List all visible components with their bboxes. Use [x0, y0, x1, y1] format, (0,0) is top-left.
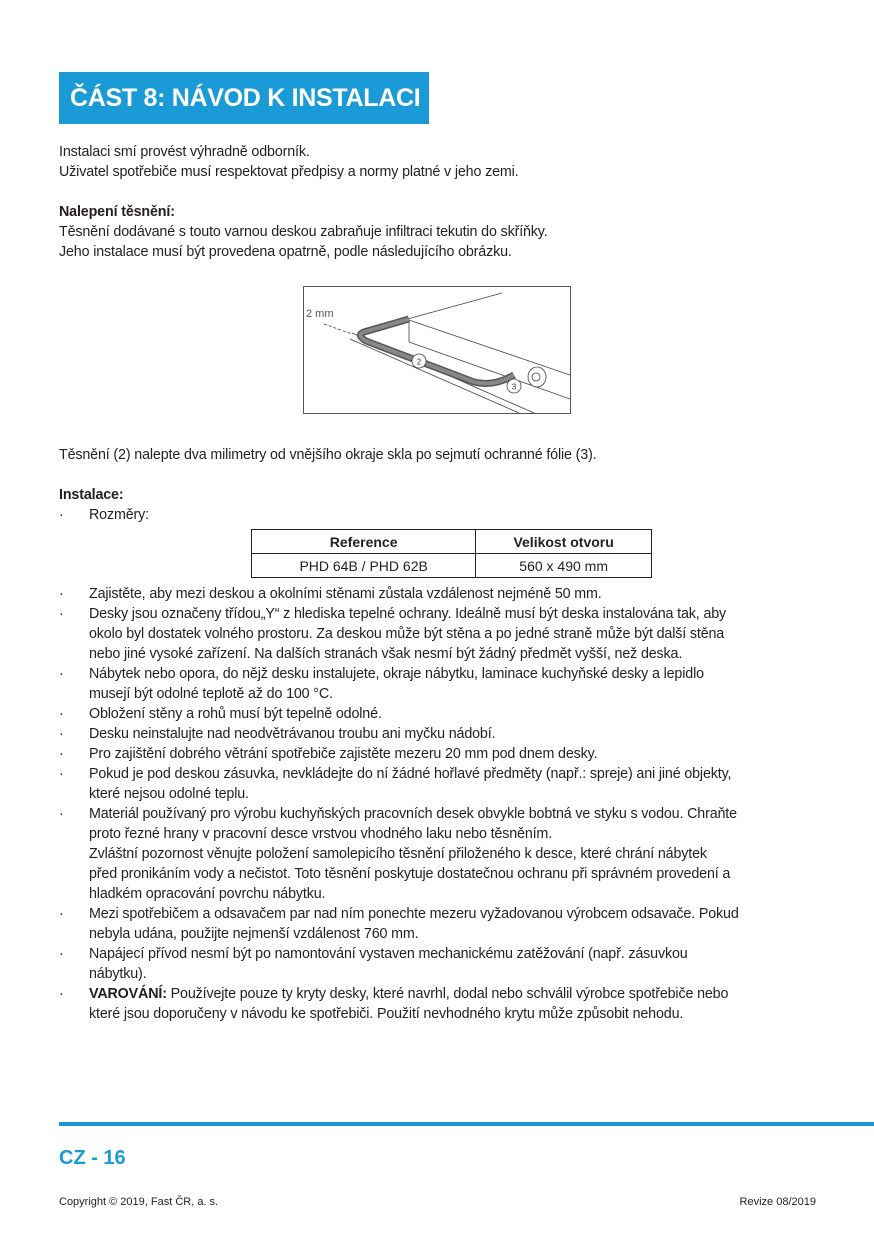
bullet-char: · [59, 507, 64, 523]
bullet-line: Mezi spotřebičem a odsavačem par nad ním ponechte mezeru vyžadovanou výrobcem odsavače. Pokud [89, 906, 739, 922]
bullet-char: · [59, 666, 64, 682]
bullet-line: před pronikáním vody a nečistot. Toto těsnění poskytuje dostatečnou ochranu při správném provedení a [89, 866, 731, 882]
seal-heading: Nalepení těsnění: [59, 204, 175, 220]
bullet-text: Používejte pouze ty kryty desky, které navrhl, dodal nebo schválil výrobce spotřebiče nebo [166, 986, 729, 1002]
page-number: CZ - 16 [59, 1147, 126, 1169]
bullet-line: okolo byl dostatek volného prostoru. Za deskou může být stěna a po jedné straně může být další stěna [89, 626, 725, 642]
bullet-line [89, 984, 728, 1004]
seal-diagram [304, 287, 570, 413]
bullet-char: · [59, 706, 64, 722]
bullet-line: proto řezné hrany v pracovní desce vrstvou vhodného laku nebo těsněním. [89, 826, 553, 842]
section-title: ČÁST 8: NÁVOD K INSTALACI [59, 72, 429, 124]
bullet-line: Pro zajištění dobrého větrání spotřebiče zajistěte mezeru 20 mm pod dnem desky. [89, 746, 598, 762]
column-header: Reference [252, 530, 476, 554]
bullet-line: Zvláštní pozornost věnujte položení samolepicího těsnění přiloženého k desce, které chrání nábytek [89, 846, 707, 862]
dimensions-label: Rozměry: [89, 507, 149, 523]
seal-text: Jeho instalace musí být provedena opatrně, podle následujícího obrázku. [59, 244, 512, 260]
column-header: Velikost otvoru [476, 530, 652, 554]
table-cell: 560 x 490 mm [476, 554, 652, 578]
footer-divider [59, 1122, 874, 1126]
bullet-char: · [59, 906, 64, 922]
bullet-char: · [59, 806, 64, 822]
bullet-char: · [59, 746, 64, 762]
warning-label: VAROVÁNÍ: [89, 986, 167, 1002]
bullet-char: · [59, 586, 64, 602]
bullet-char: · [59, 946, 64, 962]
bullet-line: musejí být odolné teplotě až do 100 °C. [89, 686, 333, 702]
seal-text: Těsnění dodávané s touto varnou deskou zabraňuje infiltraci tekutin do skříňky. [59, 224, 548, 240]
bullet-line: Desku neinstalujte nad neodvětrávanou troubu ani myčku nádobí. [89, 726, 496, 742]
table-cell: PHD 64B / PHD 62B [252, 554, 476, 578]
intro-line: Uživatel spotřebiče musí respektovat předpisy a normy platné v jeho zemi. [59, 164, 519, 180]
bullet-line: Obložení stěny a rohů musí být tepelně odolné. [89, 706, 382, 722]
bullet-char: · [59, 726, 64, 742]
bullet-line: hladkém opracování povrchu nábytku. [89, 886, 326, 902]
bullet-line: Zajistěte, aby mezi deskou a okolními stěnami zůstala vzdálenost nejméně 50 mm. [89, 586, 602, 602]
copyright: Copyright © 2019, Fast ČR, a. s. [59, 1196, 219, 1208]
table-header-row [252, 530, 652, 554]
install-heading: Instalace: [59, 487, 124, 503]
bullet-line: nebyla udána, použijte nejmenší vzdálenost 760 mm. [89, 926, 419, 942]
bullet-char: · [59, 986, 64, 1002]
film-number-label: 3 [511, 382, 517, 392]
revision: Revize 08/2019 [739, 1196, 816, 1208]
bullet-char: · [59, 766, 64, 782]
bullet-line: Materiál používaný pro výrobu kuchyňských pracovních desek obvykle bobtná ve styku s vodou. Chraňte [89, 806, 737, 822]
figure-caption: Těsnění (2) nalepte dva milimetry od vnějšího okraje skla po sejmutí ochranné fólie (3). [59, 447, 597, 463]
intro-line: Instalaci smí provést výhradně odborník. [59, 144, 310, 160]
bullet-line: které nejsou odolné teplu. [89, 786, 249, 802]
bullet-line: Desky jsou označeny třídou„Y“ z hlediska tepelné ochrany. Ideálně musí být deska instalována tak, aby [89, 606, 727, 622]
bullet-line: Nábytek nebo opora, do nějž desku instalujete, okraje nábytku, laminace kuchyňské desky a lepidlo [89, 666, 704, 682]
table-row [252, 554, 652, 578]
seal-number-label: 2 [416, 357, 422, 367]
dimensions-table [251, 529, 652, 578]
bullet-line: nábytku). [89, 966, 147, 982]
bullet-line: které jsou doporučeny v návodu ke spotřebiči. Použití nevhodného krytu může způsobit nehodu. [89, 1006, 684, 1022]
bullet-line: Pokud je pod deskou zásuvka, nevkládejte do ní žádné hořlavé předměty (např.: spreje) ani jiné objekty, [89, 766, 732, 782]
bullet-line: Napájecí přívod nesmí být po namontování vystaven mechanickému zatěžování (např. zásuvkou [89, 946, 688, 962]
gap-label: 2 mm [306, 308, 334, 320]
seal-installation-figure [303, 286, 571, 414]
bullet-char: · [59, 606, 64, 622]
bullet-line: nebo jiné vysoké zařízení. Na dalších stranách však nesmí být žádný předmět vyšší, než deska. [89, 646, 683, 662]
